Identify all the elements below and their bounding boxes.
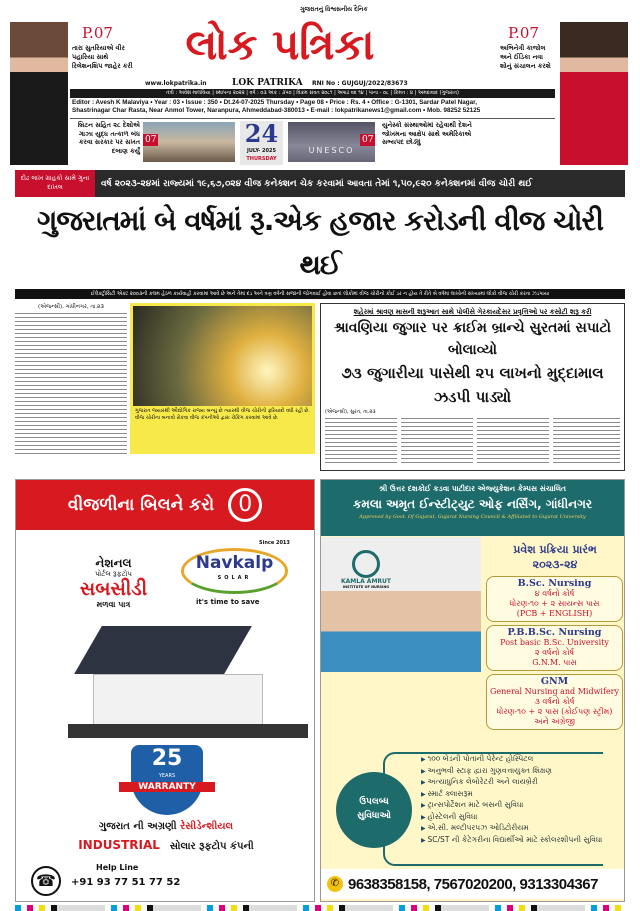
pylon-photo [133, 306, 312, 406]
info-strip: તંત્રી : અવેશ માલવિયા | સ્થાપના ૨૦૨૨ | વર્ષ : ૦૩ અંક : ૩૫૦ | વિક્રમ સંવત ૨૦૮૧ | અષાઢ વદ ૧૪ | પાના - ૦૮ | કિંમત : ૪ | અમદાવાદ (ગુજરાત) [70, 89, 555, 98]
course-gnm [486, 674, 623, 730]
lead-kicker: દોઢ લાખ ગ્રાહકો સામે ગુના દાખલ [15, 170, 95, 197]
lead-subhead: ઈલેક્ટ્રીસિટી એક્ટ ૨૦૦૩ની કલમ હેઠળ કાર્યવાહી કરવામાં આવે છે અને તેમાં દંડ અને ત્રણ વર્ષની સજાની જોગવાઈ હોવા છતાં લોકોમાં વીજ ચોરીનો કોઈ ડર ન હોય તે રીતે બે વર્ષમાં લાખોની સંખ્યામાં લોકો વીજ ચોરી કરતા ઝડપાયા [15, 289, 625, 299]
course-name: B.Sc. Nursing [517, 578, 592, 589]
warranty-ribbon: WARRANTY [119, 782, 215, 792]
slogan: it's time to save [196, 598, 260, 606]
date-box [240, 121, 283, 165]
feature-item: ▶ એ.સી. મલ્ટીપરપઝ ઓડિટોરીયમ [421, 823, 621, 835]
feature-item: ▶ સ્માર્ટ ક્લાસરૂમ [421, 789, 621, 801]
rni: RNI No : GUJGUJ/2022/83673 [312, 80, 408, 87]
teaser-left-text[interactable]: તારા સુતરિયાએ વીર પહારિયા સાથે રિલેશનશિપ જાહેર કરી [72, 44, 133, 70]
course-bsc [486, 576, 623, 622]
solar-ad[interactable] [15, 479, 315, 902]
warranty-shield [131, 745, 203, 815]
date-day: 24 [244, 119, 279, 148]
feature-item: ▶ ૧૦૦ બેડની પોતાની પેરેન્ટ હોસ્પિટલ [421, 754, 621, 766]
color-registration-bar [15, 905, 625, 911]
name-en: LOK PATRIKA [232, 78, 303, 88]
teaser-right-page[interactable]: P.07 [508, 24, 539, 42]
brief-right-text[interactable]: યુનેસ્કો સંસ્થાઓમાં રહેવાથી દેશને જોખમના આક્ષેપ સાથે અમેરિકાએ સભ્યપદ છોડ્યું [382, 121, 472, 146]
solar-line1 [16, 820, 316, 834]
course-line: ૩ વર્ષનો કોર્ષ [534, 697, 575, 706]
nursing-phones[interactable]: 9638358158, 7567020200, 9313304367 [348, 875, 598, 893]
lead-section [0, 170, 640, 299]
helpline-label: Help Line [96, 863, 139, 872]
solar-house-image [68, 626, 308, 741]
course-line: ધોરણ-૧૦ + ૨ સાયન્સ પાસ [509, 599, 600, 608]
date-weekday: THURSDAY [246, 156, 277, 162]
story2-kicker: શહેરમાં શ્રાવણ માસની શરૂઆત સાથે પોલીસે ગેરકાયદેસર પ્રવૃત્તિઓ પર કસોટી શરૂ કરી [353, 308, 592, 316]
date-month-year: JULY- 2025 [247, 148, 276, 154]
logo-line-1: KAMLA AMRUT [340, 578, 392, 585]
solar-line2 [16, 837, 316, 855]
website[interactable]: www.lokpatrika.in [145, 80, 207, 87]
course-line: General Nursing and Midwifery [489, 687, 620, 696]
lead-strap: વર્ષ ૨૦૨૩-૨૪માં રાજ્યમાં ૧૯,૬૭,૦૨૪ વીજ કનેક્શન ચેક કરવામાં આવતા તેમાં ૧,૫૦,૯૨૦ કનેક્શનમાં વીજ ચોરી થઈ [95, 170, 625, 197]
institute-logo [333, 550, 399, 589]
warranty-years: YEARS [158, 773, 176, 779]
editor-line-2: Shastrinagar Char Rasta, Near Anmol Tower, Naranpura, Ahmeddabad-380013 • E-mail : lokpatrikanews1@gmail.com • Mob. 98252 52125 [72, 107, 481, 114]
phone-icon: ✆ [327, 876, 343, 892]
features-list [421, 754, 621, 846]
lead-article [15, 303, 315, 454]
helpline-number[interactable]: +91 93 77 51 77 52 [71, 877, 181, 888]
unesco-sign: UNESCO [308, 146, 355, 155]
course-name: GNM [540, 676, 569, 687]
course-line: ધોરણ-૧૦ + ૨ પાસ (કોઈપણ સ્ટ્રીમ) અને અંગ્રેજી [496, 707, 613, 726]
editor-line-1: Editor : Avesh K Malaviya • Year : 03 • Issue : 350 • Dt.24-07-2025 Thursday • Page 08 • Price : Rs. 4 • Office : G-1301, Sardar Patel Nagar, [72, 99, 477, 106]
line1-b: રેસીડેન્શીયલ [180, 821, 234, 832]
line2-b: સોલાર રૂફટોપ કંપની [169, 841, 254, 852]
solar-banner [16, 480, 314, 530]
line2-a: INDUSTRIAL [78, 838, 160, 852]
feature-item: ▶ અત્યાધુનિક લેબોરેટરી અને લાયબ્રેરી [421, 777, 621, 789]
ads-row [0, 479, 640, 902]
teaser-left-page[interactable]: P.07 [82, 24, 113, 42]
editor-block [72, 99, 554, 115]
subsidy-3: સબસીડી [79, 578, 148, 600]
lead-dateline: (એજન્સી), ગાંધીનગર, તા.૨૩ [38, 304, 104, 310]
divider [70, 118, 555, 119]
nursing-ad[interactable] [320, 479, 625, 902]
subsidy-4: મળવા પાત્ર [96, 600, 131, 609]
subsidy-1: નેશનલ [95, 556, 132, 570]
nursing-title: કમલા અમૃત ઈન્સ્ટીટ્યુટ ઓફ નર્સિંગ, ગાંધીનગર [352, 497, 593, 511]
course-line: ૪ વર્ષનો કોર્ષ [534, 589, 575, 598]
institute-emblem-icon [352, 550, 380, 578]
nursing-approved: Approved by Govt. Of Gujarat, Gujarat Nursing Council & Affiliated to Gujarat University [359, 514, 586, 520]
feature-item: ▶ અનુભવી સ્ટાફ દ્વારા ગુણવત્તાયુક્ત શિક્ષણ [421, 766, 621, 778]
lead-body [15, 311, 127, 454]
course-line: Post basic B.Sc. University [500, 638, 609, 647]
lead-text-column [15, 303, 127, 454]
course-line: ૨ વર્ષનો કોર્ષ [534, 648, 575, 657]
logo-line-2: INSTITUTE OF NURSING [342, 585, 390, 589]
nursing-top: શ્રી ઉત્તર દશકોઈ કડવા પાટીદાર એજ્યુકેશન કેમ્પસ સંચાલિત [378, 484, 566, 493]
brief-left-text[interactable]: બ્રિટન સહિત ૨૮ દેશોએ ગાઝા યુદ્ધ તત્કાળ બંધ કરવા સરકાર પર સખત દબાણ કર્યું [77, 121, 140, 155]
actress-photo-left [10, 22, 68, 165]
actress-photo-right [560, 22, 628, 165]
course-line: G.N.M. પાસ [532, 658, 577, 667]
course-line: (PCB + ENGLISH) [516, 609, 593, 618]
navkalp-logo [181, 548, 288, 594]
admission-text: પ્રવેશ પ્રક્રિયા પ્રારંભ [513, 543, 597, 556]
story2-headline-2[interactable]: ૭૩ જુગારીયા પાસેથી ૨૫ લાખનો મુદ્દામાલ ઝડપી પાડ્યો [341, 364, 604, 406]
lead-top-row [15, 170, 625, 197]
warranty-number: 25 [151, 746, 183, 771]
line1-a: ગુજરાત ની અગ્રણી [98, 821, 177, 832]
story2-dateline: (એજન્સી), સુરત, તા.૨૩ [325, 409, 376, 415]
brief-right-page[interactable]: 07 [362, 135, 374, 145]
phone-bar [321, 869, 624, 899]
lead-headline[interactable]: ગુજરાતમાં બે વર્ષમાં રૂ.એક હજાર કરોડની વીજ ચોરી થઈ [36, 204, 604, 281]
zero-bill-icon: 0 [228, 488, 262, 522]
facilities-badge: ઉપલબ્ધ સુવિધાઓ [339, 775, 409, 845]
navkalp-brand: Navkalp [195, 553, 274, 573]
story2-box [320, 303, 625, 471]
since: Since 2013 [259, 540, 290, 546]
teaser-right-text[interactable]: અભિનેત્રી કાજોલ અને ઈંડિકા નવા શોનું સંચાલન કરશે [500, 44, 551, 70]
brief-left-page[interactable]: 07 [145, 135, 157, 145]
logo: લોક પત્રિકા [185, 20, 375, 69]
admission-title [486, 542, 624, 572]
feature-item: ▶ હોસ્ટેલની સુવિધા [421, 812, 621, 824]
subsidy-block [56, 556, 171, 610]
lead-photo-frame [130, 303, 315, 454]
course-pbbsc [486, 625, 623, 671]
story2-body [325, 416, 620, 466]
admission-year: ૨૦૨૩-૨૪ [532, 558, 578, 571]
navkalp-sub: SOLAR [217, 575, 252, 581]
nursing-header [321, 480, 624, 536]
story2-headline-1[interactable]: શ્રાવણિયા જુગાર પર ક્રાઈમ બ્રાન્ચે સુરતમાં સપાટો બોલાવ્યો [333, 320, 612, 358]
articles-row [0, 303, 640, 471]
feature-item: ▶ SC/ST ની કેટેગરીના વિદ્યાર્થીઓ માટે સ્કોલરશીપની સુવિધા [421, 835, 621, 847]
subsidy-2: પોર્ટલ રૂફટોપ [95, 570, 132, 578]
course-name: P.B.B.Sc. Nursing [507, 627, 602, 638]
lead-caption: ગુજરાત જ્યારથી ઔદ્યોગિક રાજ્ય બન્યું છે ત્યારથી વીજ ચોરીની ફરિયાદો વધી રહી છે. વીજ ચોરીના બનાવો રોકવા વીજ કંપનીઓ દ્વારા ચેકિંગ કરવામાં આવે છે. [135, 408, 310, 421]
solar-banner-text: વીજળીના બિલને કરો [67, 495, 215, 515]
tagline: ગુજરાતનું વિશ્વસનીય દૈનિક [300, 6, 368, 13]
course-column [486, 576, 623, 730]
masthead [0, 0, 640, 168]
phone-icon: ☎ [31, 866, 61, 896]
feature-item: ▶ ટ્રાન્સપોર્ટેશન માટે બસની સુવિધા [421, 800, 621, 812]
